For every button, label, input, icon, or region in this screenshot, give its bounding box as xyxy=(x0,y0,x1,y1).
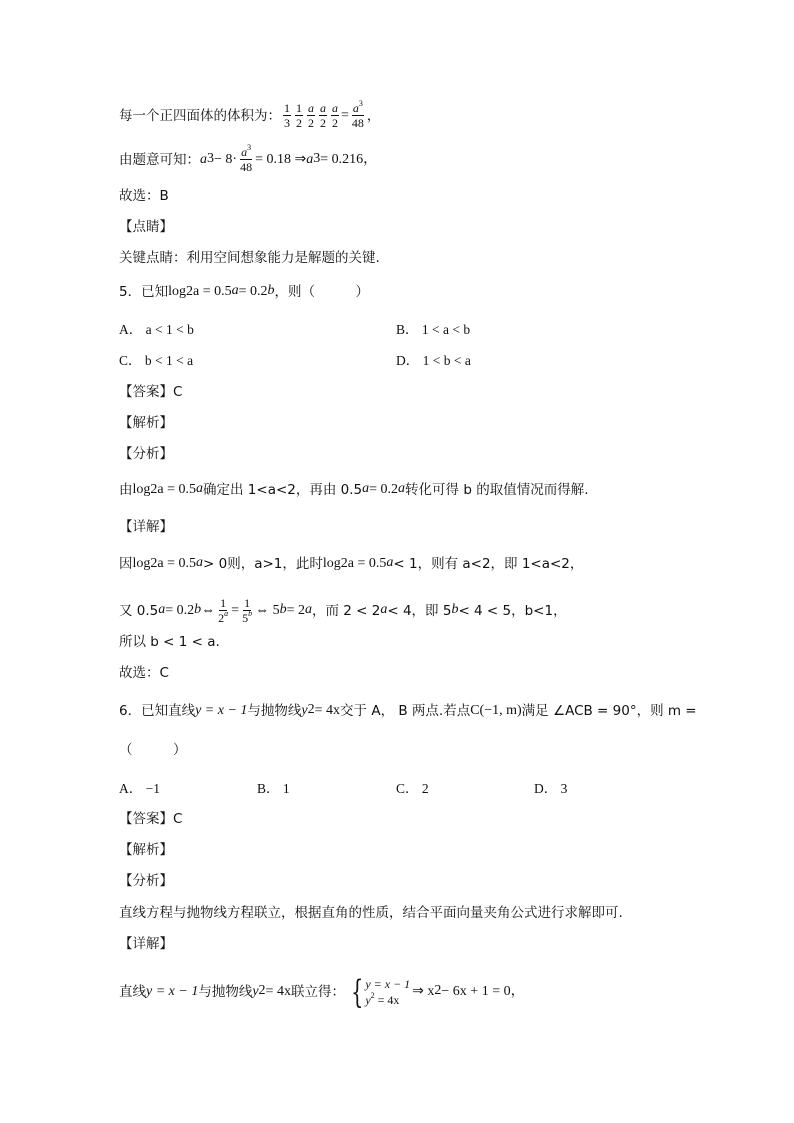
fraction: $\frac{a}{2}$ xyxy=(332,101,338,130)
choice-5: 故选：C xyxy=(119,665,169,681)
choice-line: 故选：B xyxy=(119,188,169,204)
detail-5-line-1: 因 log 2 a = 0.5 $^a$ > 0则，a>1，此时 log 2 a = 0.5 $^a$ < 1，则有 a<2，即 1<a<2， xyxy=(119,555,584,572)
brace-icon: { xyxy=(351,973,364,1011)
detail-5: 【详解】 xyxy=(119,519,173,535)
fraction: $\frac{a}{2}$ xyxy=(320,101,326,130)
q6-option-c: C． 2 xyxy=(396,781,429,796)
fraction: $\frac{a^3}{48}$ xyxy=(240,143,253,174)
analysis-5: 【解析】 xyxy=(119,415,173,431)
volume-line: 每一个正四面体的体积为： $\frac{1}{3}$ $\frac{1}{2}$ $\frac{a}{2}$ $\frac{a}{2}$ $\frac{a}{2}$ = $\frac{a^3}{48}$ ， xyxy=(119,99,381,130)
analysis-6: 【解析】 xyxy=(119,842,173,858)
condition-line: 由题意可知： a $^3$ − 8· $\frac{a^3}{48}$ = 0.18 ⇒ a $^3$ = 0.216， xyxy=(119,143,378,174)
question-5: 5．已知 log 2 a = 0.5 $^a$ = 0.2 $^b$ ，则（ ） xyxy=(119,283,369,300)
question-6: 6．已知直线 y = x − 1 与抛物线 y $^2$ = 4x 交于 A， B 两点.若点 C(−1, m) 满足 ∠ACB = 90°，则 m = xyxy=(119,702,697,719)
detail-5-line-3: 所以 b < 1 < a. xyxy=(119,634,220,650)
key-point-text: 关键点睛：利用空间想象能力是解题的关键. xyxy=(119,250,380,266)
fraction: $\frac{a}{2}$ xyxy=(308,101,314,130)
answer-6: 【答案】C xyxy=(119,811,183,827)
detail-6: 【详解】 xyxy=(119,936,173,952)
q5-option-a: A． a < 1 < b xyxy=(119,322,194,337)
equation-system: { y = x − 1 $y^2 = 4x$ xyxy=(351,973,411,1011)
fraction: $\frac{1}{2}$ xyxy=(296,101,302,130)
analysis-sub-5: 【分析】 xyxy=(119,446,173,462)
detail-6-line-1: 直线 y = x − 1 与抛物线 y $^2$ = 4x 联立得： { y = x − 1 $y^2 = 4x$ ⇒ x $^2$ − 6x + 1 = 0， xyxy=(119,973,525,1011)
analysis-text-6: 直线方程与抛物线方程联立，根据直角的性质，结合平面向量夹角公式进行求解即可. xyxy=(119,905,623,921)
q5-option-b: B． 1 < a < b xyxy=(396,322,471,337)
q6-option-b: B． 1 xyxy=(257,781,290,796)
section-dianjing: 【点睛】 xyxy=(119,219,173,235)
detail-5-line-2: 又 0.5 $^a$ = 0.2 $^b$ ⇔ $\frac{1}{2^a}$ = $\frac{1}{5^b}$ ⇔ 5 $^b$ = 2 $^a$ ，而 2 < 2 $^a$ < 4，即 5 $^b$ < 4 < 5，b<1， xyxy=(119,596,567,625)
fraction: $\frac{1}{3}$ xyxy=(284,101,290,130)
volume-label: 每一个正四面体的体积为： xyxy=(119,107,281,124)
fraction: $\frac{1}{5^b}$ xyxy=(242,596,253,625)
q5-option-d: D． 1 < b < a xyxy=(396,353,471,368)
equals-sign: = xyxy=(341,107,349,123)
fraction: $\frac{1}{2^a}$ xyxy=(218,596,229,625)
q5-option-c: C． b < 1 < a xyxy=(119,353,194,368)
analysis-sub-6: 【分析】 xyxy=(119,873,173,889)
answer-5: 【答案】C xyxy=(119,384,183,400)
fraction: $\frac{a^3}{48}$ xyxy=(351,99,364,130)
q6-option-a: A． −1 xyxy=(119,781,160,796)
question-6-paren: （ ） xyxy=(119,742,187,758)
analysis-text-5: 由 log 2 a = 0.5 $^a$ 确定出 1<a<2，再由 0.5 $^a$ = 0.2 $^a$ 转化可得 b 的取值情况而得解. xyxy=(119,481,589,498)
q6-option-d: D． 3 xyxy=(534,781,568,796)
